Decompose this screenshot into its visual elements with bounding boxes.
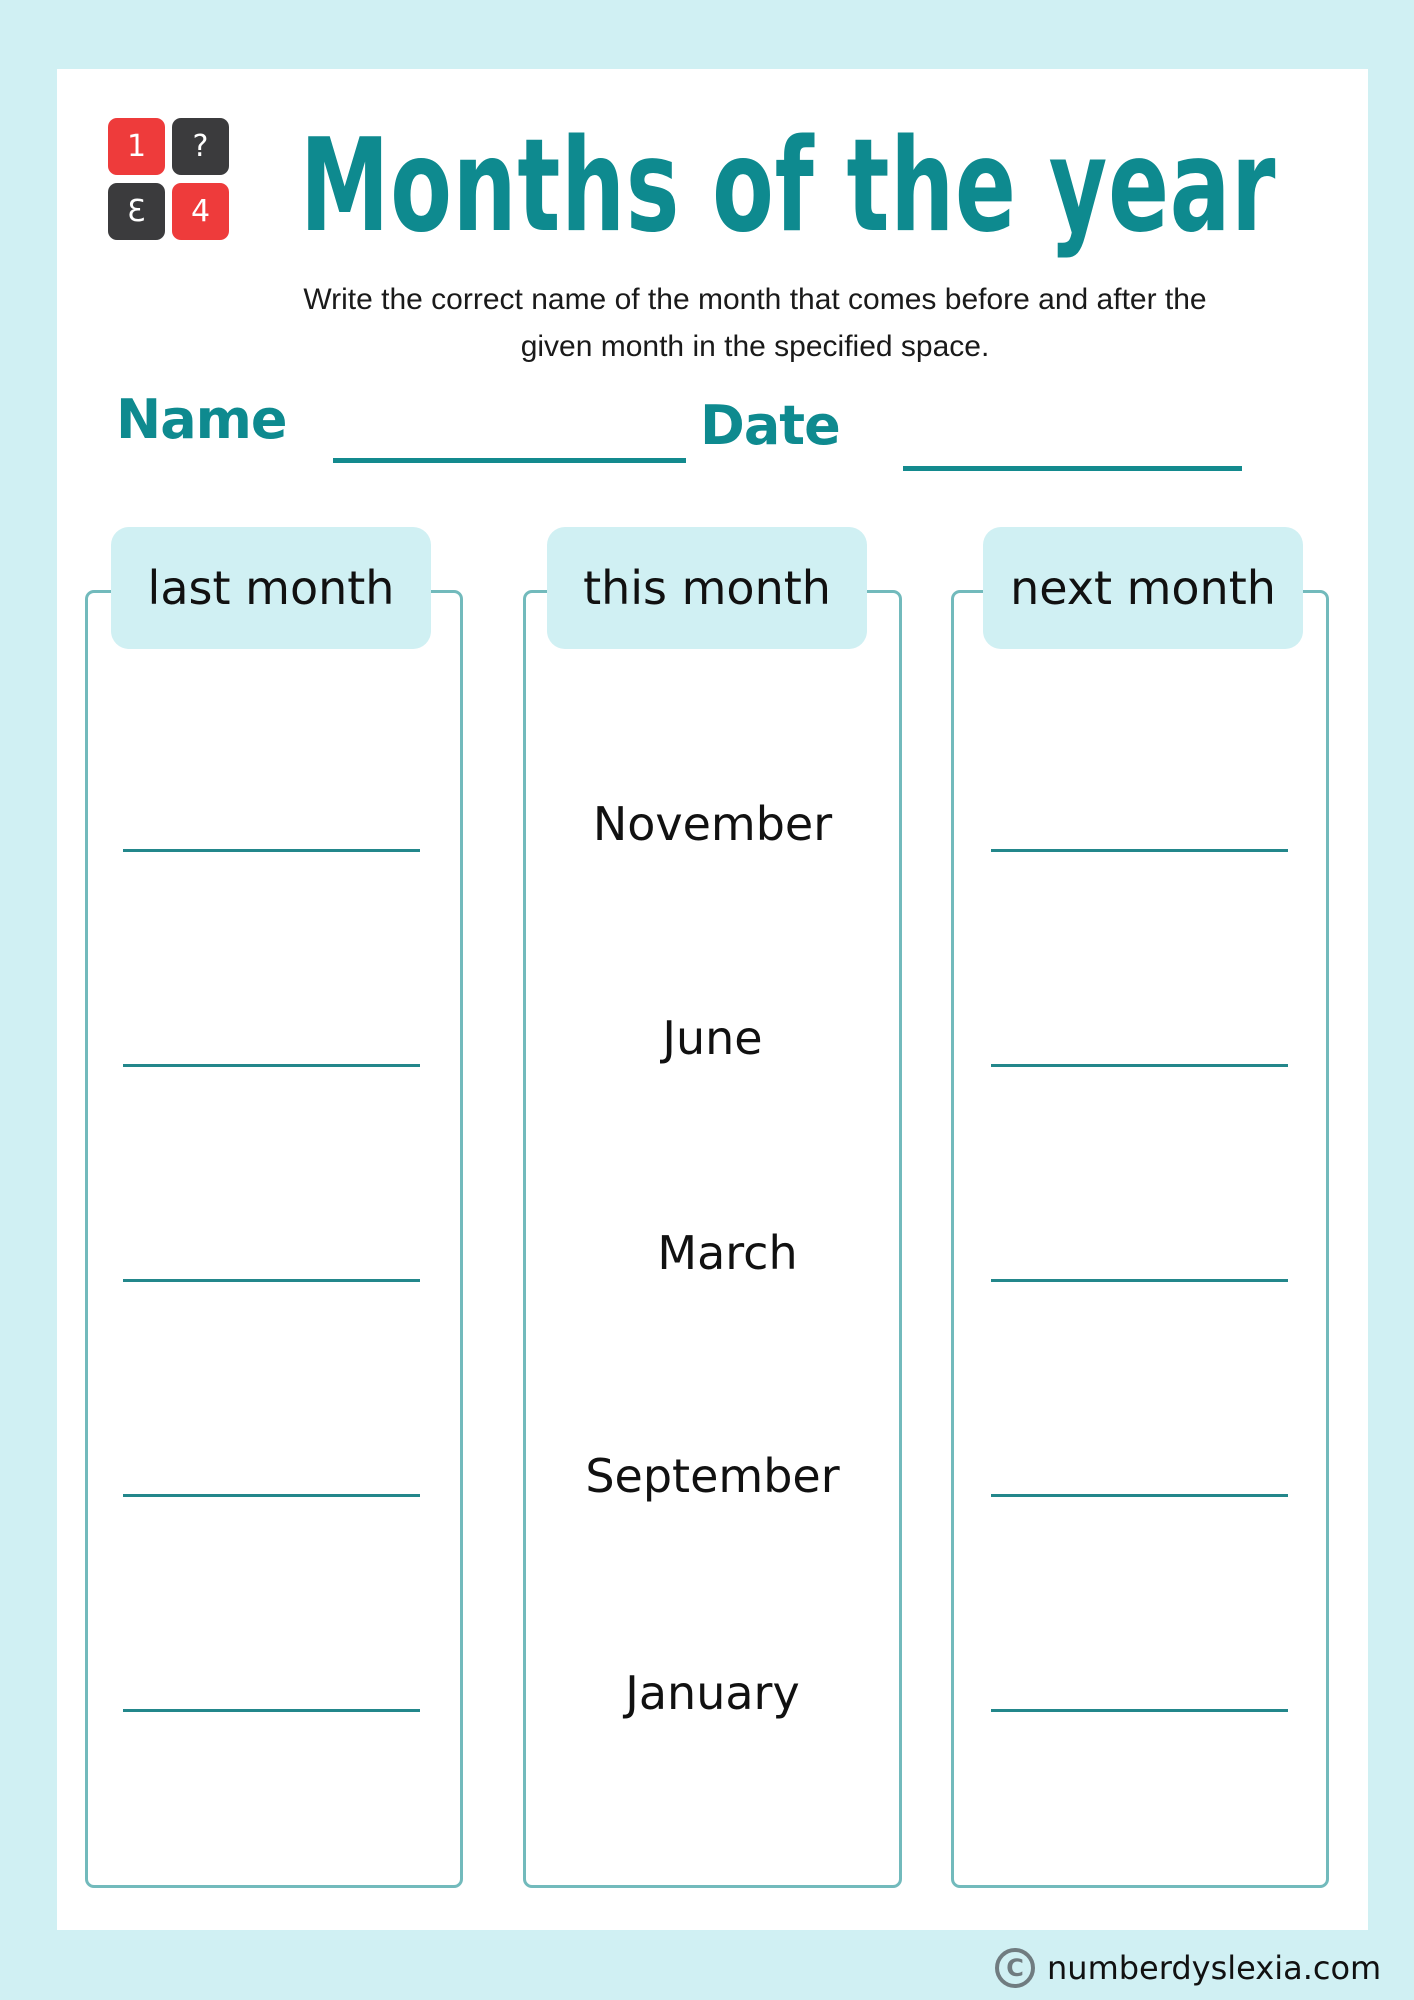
- next-month-header: next month: [983, 527, 1303, 649]
- logo-glyph: 1: [126, 129, 147, 164]
- logo-tile-3-mirrored: [108, 183, 165, 240]
- next-month-blank-4[interactable]: [991, 1494, 1288, 1497]
- name-field-line[interactable]: [333, 458, 686, 463]
- name-label: Name: [116, 388, 287, 451]
- last-month-blank-1[interactable]: [123, 849, 420, 852]
- logo-tile-4: [172, 183, 229, 240]
- next-month-blank-1[interactable]: [991, 849, 1288, 852]
- next-month-column: [951, 590, 1329, 1888]
- logo-glyph: 3: [126, 194, 147, 229]
- instructions-line-2: given month in the specified space.: [520, 330, 990, 363]
- last-month-blank-2[interactable]: [123, 1064, 420, 1067]
- last-month-header: last month: [111, 527, 431, 649]
- footer: [995, 1946, 1381, 1990]
- instructions: [230, 276, 1280, 370]
- next-month-blank-5[interactable]: [991, 1709, 1288, 1712]
- next-month-blank-2[interactable]: [991, 1064, 1288, 1067]
- last-month-column: [85, 590, 463, 1888]
- logo-tile-question: [172, 118, 229, 175]
- given-month-3: March: [657, 1226, 798, 1280]
- given-month-4: September: [585, 1449, 840, 1503]
- last-month-blank-4[interactable]: [123, 1494, 420, 1497]
- logo-glyph: 4: [190, 194, 211, 229]
- page-title: Months of the year: [300, 112, 1277, 261]
- given-month-1: November: [592, 797, 833, 851]
- copyright-icon: C: [995, 1948, 1035, 1988]
- given-month-5: January: [625, 1666, 800, 1720]
- given-month-2: June: [662, 1011, 763, 1065]
- instructions-line-1: Write the correct name of the month that comes before and after the: [303, 283, 1207, 316]
- last-month-blank-3[interactable]: [123, 1279, 420, 1282]
- last-month-blank-5[interactable]: [123, 1709, 420, 1712]
- logo-tile-1: [108, 118, 165, 175]
- this-month-header: this month: [547, 527, 867, 649]
- footer-website: numberdyslexia.com: [1047, 1949, 1382, 1987]
- date-field-line[interactable]: [903, 466, 1242, 471]
- logo: [108, 118, 229, 240]
- date-label: Date: [700, 394, 840, 457]
- logo-glyph: ?: [192, 129, 209, 164]
- next-month-blank-3[interactable]: [991, 1279, 1288, 1282]
